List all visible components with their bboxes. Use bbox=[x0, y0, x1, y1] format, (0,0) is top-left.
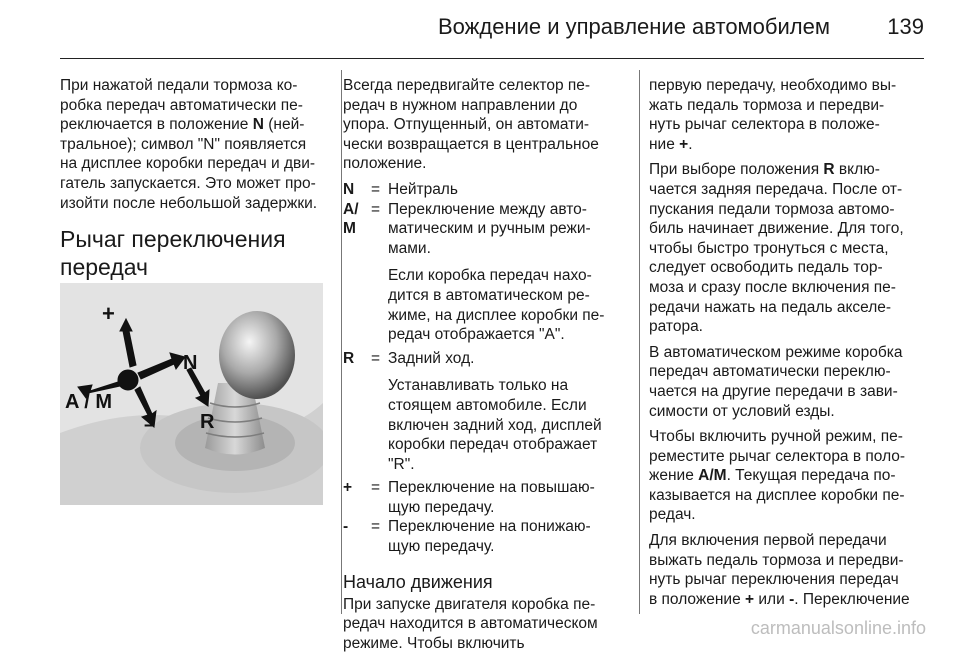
gear-position-description: Переключение на понижаю- щую передачу. bbox=[388, 518, 591, 556]
paragraph-first-gear-engage: Для включения первой передачи выжать педаль тормоза и передви- нуть рычаг переключения передач в положение + или -. Переключение bbox=[649, 532, 910, 608]
equals-sign: = bbox=[371, 200, 381, 218]
column-divider-2 bbox=[639, 70, 640, 614]
gear-position-note: Устанавливать только на стоящем автомобиле. Если включен задний ход, дисплей коробки передач отображает "R". bbox=[388, 377, 602, 473]
gear-position-item bbox=[343, 180, 629, 200]
page-header-title: Вождение и управление автомобилем bbox=[437, 14, 830, 39]
gear-lever-drawing bbox=[60, 283, 323, 505]
paragraph-first-gear: первую передачу, необходимо вы- жать педаль тормоза и передви- нуть рычаг селектора в положе- ние +. bbox=[649, 77, 897, 153]
selector-intro-paragraph: Всегда передвигайте селектор пе- редач в нужном направлении до упора. Отпущенный, он автомати- чески возвращается в центральное положение. bbox=[343, 77, 599, 173]
gear-position-description: Переключение на повышаю- щую передачу. bbox=[388, 479, 595, 516]
gear-position-description: Нейтраль bbox=[388, 180, 458, 198]
start-paragraph: При запуске двигателя коробка пе- редач находится в автоматическом режиме. Чтобы включить bbox=[343, 595, 598, 652]
watermark: carmanualsonline.info bbox=[750, 618, 926, 638]
gear-position-note: Если коробка передач нахо- дится в автоматическом ре- жиме, на дисплее коробки пе- редач отображается "A". bbox=[388, 267, 605, 344]
subheading-start: Начало движения bbox=[343, 571, 493, 592]
gear-lever-illustration bbox=[60, 283, 323, 505]
gear-position-term: + bbox=[343, 479, 353, 497]
figure-label-n: N bbox=[183, 352, 198, 374]
paragraph-manual: Чтобы включить ручной режим, пе- реместите рычаг селектора в поло- жение A/M. Текущая передача по- казывается на дисплее коробки пе- редач. bbox=[649, 428, 906, 524]
figure-label-plus: + bbox=[102, 301, 115, 326]
section-heading-gear-lever: Рычаг переключения передач bbox=[60, 226, 286, 281]
header-rule bbox=[60, 58, 924, 59]
gear-position-item bbox=[343, 349, 629, 369]
figure-label-minus: – bbox=[144, 414, 156, 436]
gear-position-term: A/ M bbox=[343, 200, 359, 238]
column-divider-1 bbox=[341, 70, 342, 614]
paragraph-automatic: В автоматическом режиме коробка передач автоматически переклю- чается на другие передачи в зави- симости от условий езды. bbox=[649, 343, 903, 420]
center-dot-icon bbox=[118, 370, 138, 390]
bold-n: N bbox=[252, 116, 264, 134]
gear-position-description: Задний ход. bbox=[388, 349, 475, 367]
page-number: 139 bbox=[887, 14, 924, 39]
gear-position-item bbox=[343, 517, 629, 556]
gear-positions-list bbox=[343, 180, 629, 557]
equals-sign: = bbox=[371, 349, 381, 367]
equals-sign: = bbox=[371, 180, 381, 198]
gear-position-description: Переключение между авто- матическим и ручным режи- мами. bbox=[388, 200, 591, 257]
figure-label-r: R bbox=[200, 411, 215, 433]
intro-paragraph: При нажатой педали тормоза ко- робка передач автоматически пе- реключается в положение N (ней- тральное); символ "N" появляется на дисплее коробки передач и дви- гатель запускается. Это может про- изойти после небольшой задержки. bbox=[60, 77, 318, 212]
equals-sign: = bbox=[371, 479, 381, 497]
gear-position-term: R bbox=[343, 349, 355, 367]
column-1 bbox=[60, 76, 330, 299]
equals-sign: = bbox=[371, 518, 381, 536]
gear-position-item bbox=[343, 200, 629, 259]
column-2 bbox=[343, 76, 629, 659]
figure-label-am: A / M bbox=[65, 391, 113, 413]
column-3 bbox=[649, 76, 925, 615]
gear-position-item bbox=[343, 478, 629, 517]
gear-position-term: - bbox=[343, 518, 349, 536]
gear-position-term: N bbox=[343, 180, 355, 198]
paragraph-reverse: При выборе положения R вклю- чается задняя передача. После от- пускания педали тормоза автомо- биль начинает движение. Для того, чтобы быстро тронуться с места, следует освободить педаль тор- моза и сразу после включения пе- редачи нажать на педаль акселе- ратора. bbox=[649, 161, 904, 336]
